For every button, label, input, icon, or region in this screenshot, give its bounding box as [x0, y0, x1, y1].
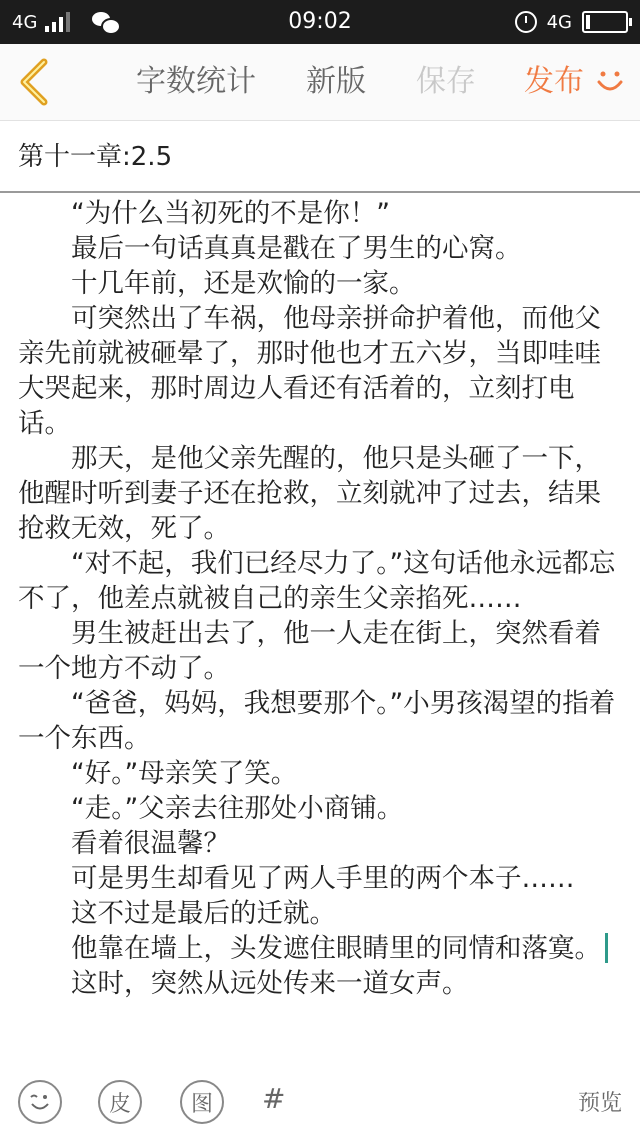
paragraph: 这时，突然从远处传来一道女声。 [71, 968, 469, 999]
back-button[interactable] [14, 58, 58, 106]
paragraph: 最后一句话真真是戳在了男生的心窝。 [71, 233, 522, 264]
chapter-title: 第十一章:2.5 [18, 142, 173, 172]
paragraph: 可突然出了车祸，他母亲拼命护着他，而他父亲先前就被砸晕了，那时他也才五六岁，当即哇哇大哭起来，那时周边人看还有活着的，立刻打电话。 [18, 303, 601, 439]
new-version-button[interactable]: 新版 [306, 64, 366, 99]
paragraph-text: 他靠在墙上，头发遮住眼睛里的同情和落寞。 [71, 933, 601, 964]
emoji-button[interactable] [18, 1080, 62, 1124]
paragraph: “为什么当初死的不是你！” [71, 198, 390, 229]
status-right [515, 0, 628, 44]
paragraph: “好。”母亲笑了笑。 [71, 758, 298, 789]
paragraph: 这不过是最后的迁就。 [71, 898, 336, 929]
emoji-icon [25, 1087, 55, 1117]
paragraph: 男生被赶出去了，他一人走在街上，突然看着一个地方不动了。 [18, 618, 601, 684]
paragraph: 十几年前，还是欢愉的一家。 [71, 268, 416, 299]
image-label: 图 [190, 1091, 213, 1117]
image-button[interactable] [180, 1080, 224, 1124]
battery-icon [582, 11, 628, 33]
save-button[interactable]: 保存 [416, 64, 476, 99]
status-time: 09:02 [288, 9, 352, 34]
hashtag-button[interactable]: # [262, 1082, 286, 1115]
skin-label: 皮 [108, 1091, 131, 1117]
paragraph: 那天，是他父亲先醒的，他只是头砸了一下，他醒时听到妻子还在抢救，立刻就冲了过去，结果抢救无效，死了。 [18, 443, 601, 544]
chevron-left-icon [14, 58, 58, 106]
bottom-toolbar [0, 1068, 640, 1138]
editor-toolbar [0, 44, 640, 121]
paragraph: “爸爸，妈妈，我想要那个。”小男孩渴望的指着一个东西。 [18, 688, 616, 754]
smile-icon[interactable] [594, 66, 626, 98]
text-cursor [605, 933, 608, 963]
network-type-right: 4G [546, 11, 572, 33]
skin-button[interactable] [98, 1080, 142, 1124]
paragraph: “对不起，我们已经尽力了。”这句话他永远都忘不了，他差点就被自己的亲生父亲掐死…… [18, 548, 616, 614]
chapter-title-field[interactable] [0, 121, 640, 193]
network-type: 4G [12, 11, 38, 33]
word-count-button[interactable]: 字数统计 [136, 64, 256, 99]
alarm-icon [515, 11, 537, 33]
content-editor[interactable] [18, 196, 622, 1001]
paragraph: “走。”父亲去往那处小商铺。 [71, 793, 404, 824]
status-bar [0, 0, 640, 44]
paragraph: 看着很温馨？ [71, 828, 230, 859]
publish-button[interactable]: 发布 [524, 64, 584, 99]
paragraph-with-cursor [18, 931, 622, 966]
preview-button[interactable]: 预览 [577, 1091, 622, 1116]
paragraph: 可是男生却看见了两人手里的两个本子…… [71, 863, 575, 894]
